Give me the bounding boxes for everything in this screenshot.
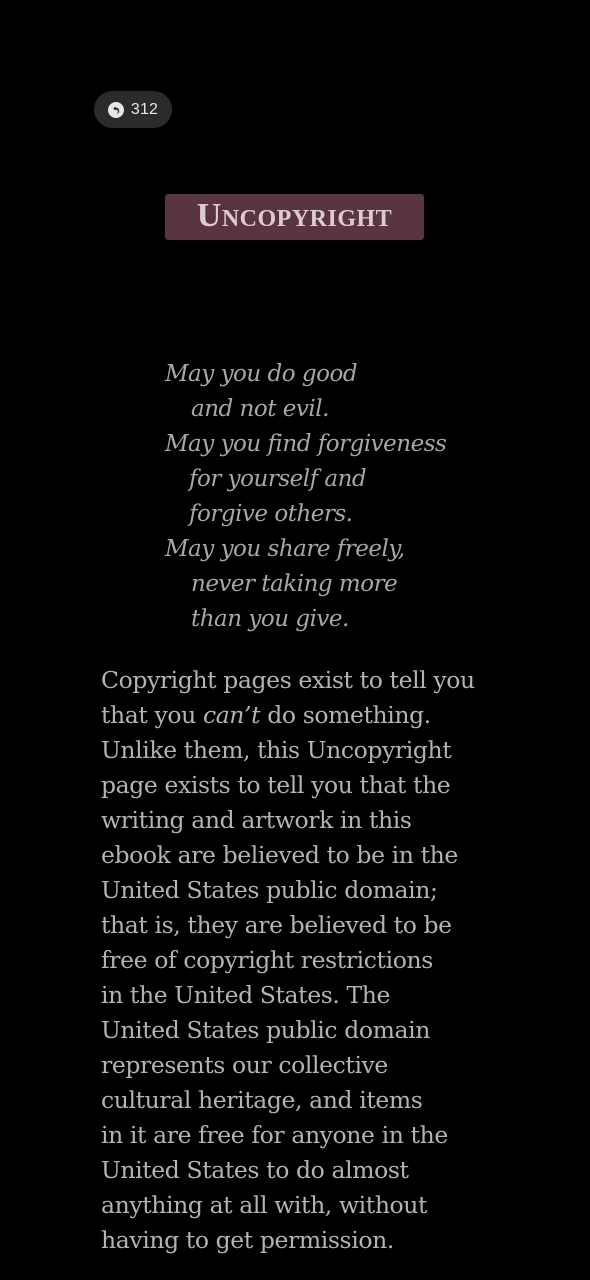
page-title-highlight[interactable] [165, 194, 424, 240]
paragraph-line: represents our collective [101, 1051, 388, 1079]
poem-line: than you give. [191, 606, 349, 632]
poem-line: forgive others. [189, 501, 353, 527]
paragraph-line: in the United States. The [101, 981, 391, 1009]
back-button[interactable] [94, 91, 172, 128]
poem-line: and not evil. [191, 396, 329, 422]
paragraph-line: Unlike them, this Uncopyright [101, 736, 452, 764]
paragraph-line: United States public domain [101, 1016, 430, 1044]
paragraph-line [101, 698, 501, 733]
uncopyright-paragraph [101, 663, 501, 1258]
paragraph-line: ebook are believed to be in the [101, 841, 458, 869]
paragraph-line: having to get permission. [101, 1226, 394, 1254]
paragraph-line: anything at all with, without [101, 1191, 428, 1219]
back-count: 312 [130, 100, 159, 118]
emphasis-text: can’t [202, 701, 261, 729]
back-arrow-circle-icon [108, 102, 124, 118]
paragraph-line: cultural heritage, and items [101, 1086, 423, 1114]
poem-line: never taking more [191, 571, 398, 597]
paragraph-line: United States to do almost [101, 1156, 409, 1184]
poem-line: for yourself and [189, 466, 367, 492]
epigraph-poem [165, 357, 495, 637]
poem-line: May you share freely, [165, 536, 405, 562]
paragraph-line: United States public domain; [101, 876, 438, 904]
paragraph-line: page exists to tell you that the [101, 771, 451, 799]
paragraph-fragment: that you [101, 701, 203, 729]
poem-line: May you do good [165, 361, 358, 387]
paragraph-line: in it are free for anyone in the [101, 1121, 448, 1149]
paragraph-fragment: do something. [260, 701, 431, 729]
paragraph-line: Copyright pages exist to tell you [101, 666, 475, 694]
paragraph-line: free of copyright restrictions [101, 946, 433, 974]
poem-line: May you find forgiveness [165, 431, 447, 457]
paragraph-line: that is, they are believed to be [101, 911, 452, 939]
paragraph-line: writing and artwork in this [101, 806, 412, 834]
page-title: Uncopyright [196, 197, 393, 234]
